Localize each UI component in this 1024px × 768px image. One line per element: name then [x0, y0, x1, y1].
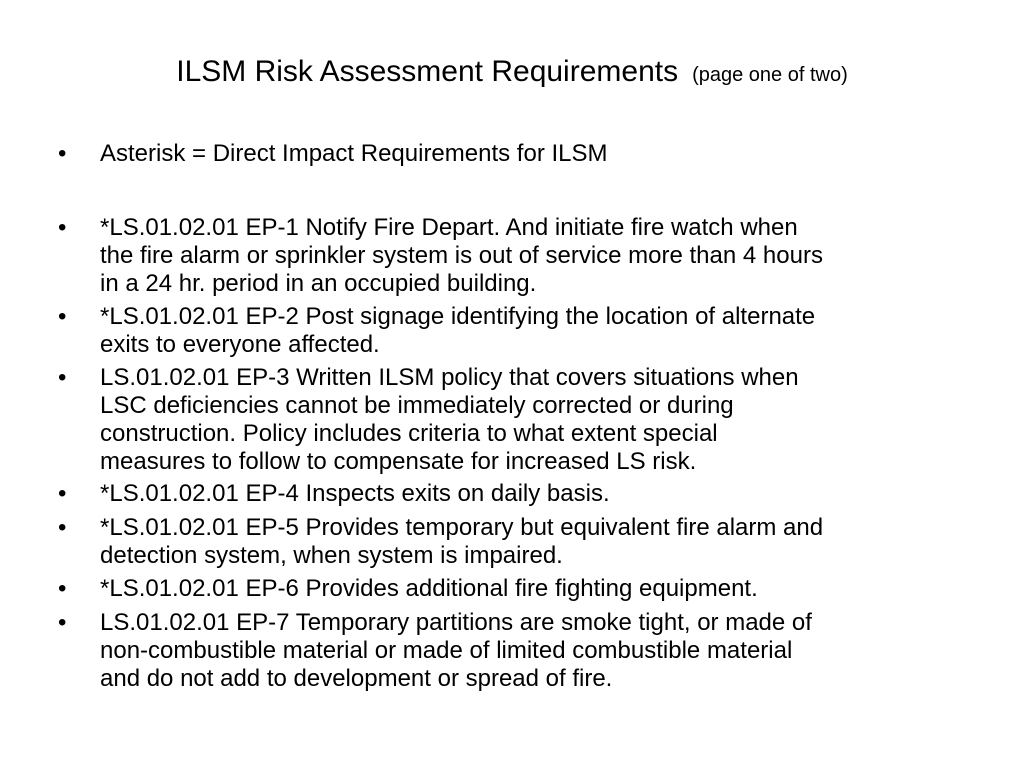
- bullet-line: detection system, when system is impaired.: [100, 542, 563, 569]
- bullet-line: Asterisk = Direct Impact Requirements for ILSM: [100, 140, 608, 167]
- bullet-line: the fire alarm or sprinkler system is out of service more than 4 hours: [100, 242, 823, 269]
- bullet-text: [100, 303, 980, 359]
- bullet-glyph: •: [58, 140, 67, 167]
- slide-title-main: ILSM Risk Assessment Requirements: [176, 55, 679, 88]
- bullet-line: *LS.01.02.01 EP-4 Inspects exits on daily basis.: [100, 480, 610, 507]
- bullet-line: and do not add to development or spread of fire.: [100, 665, 613, 692]
- bullet-line: exits to everyone affected.: [100, 331, 380, 358]
- bullet-line: in a 24 hr. period in an occupied building.: [100, 270, 537, 297]
- bullet-glyph: •: [58, 514, 67, 541]
- bullet-line: LS.01.02.01 EP-3 Written ILSM policy that covers situations when: [100, 364, 799, 391]
- bullet-line: *LS.01.02.01 EP-5 Provides temporary but equivalent fire alarm and: [100, 514, 824, 541]
- bullet-text: [100, 514, 980, 570]
- bullet-text: [100, 140, 980, 168]
- bullet-glyph: •: [58, 214, 67, 241]
- bullet-text: [100, 575, 980, 603]
- bullet-glyph: •: [58, 303, 67, 330]
- bullet-line: measures to follow to compensate for increased LS risk.: [100, 448, 697, 475]
- bullet-text: [100, 214, 980, 298]
- bullet-glyph: •: [58, 480, 67, 507]
- bullet-glyph: •: [58, 364, 67, 391]
- slide-title: [0, 52, 1024, 97]
- bullet-line: construction. Policy includes criteria to what extent special: [100, 420, 718, 447]
- slide-title-subtitle: (page one of two): [692, 64, 848, 86]
- bullet-glyph: •: [58, 575, 67, 602]
- bullet-line: *LS.01.02.01 EP-2 Post signage identifying the location of alternate: [100, 303, 816, 330]
- bullet-line: non-combustible material or made of limited combustible material: [100, 637, 793, 664]
- bullet-text: [100, 609, 980, 693]
- bullet-line: LSC deficiencies cannot be immediately corrected or during: [100, 392, 734, 419]
- bullet-line: *LS.01.02.01 EP-1 Notify Fire Depart. And initiate fire watch when: [100, 214, 798, 241]
- bullet-text: [100, 364, 980, 476]
- bullet-text: [100, 480, 980, 508]
- bullet-glyph: •: [58, 609, 67, 636]
- bullet-line: *LS.01.02.01 EP-6 Provides additional fire fighting equipment.: [100, 575, 758, 602]
- bullet-line: LS.01.02.01 EP-7 Temporary partitions are smoke tight, or made of: [100, 609, 812, 636]
